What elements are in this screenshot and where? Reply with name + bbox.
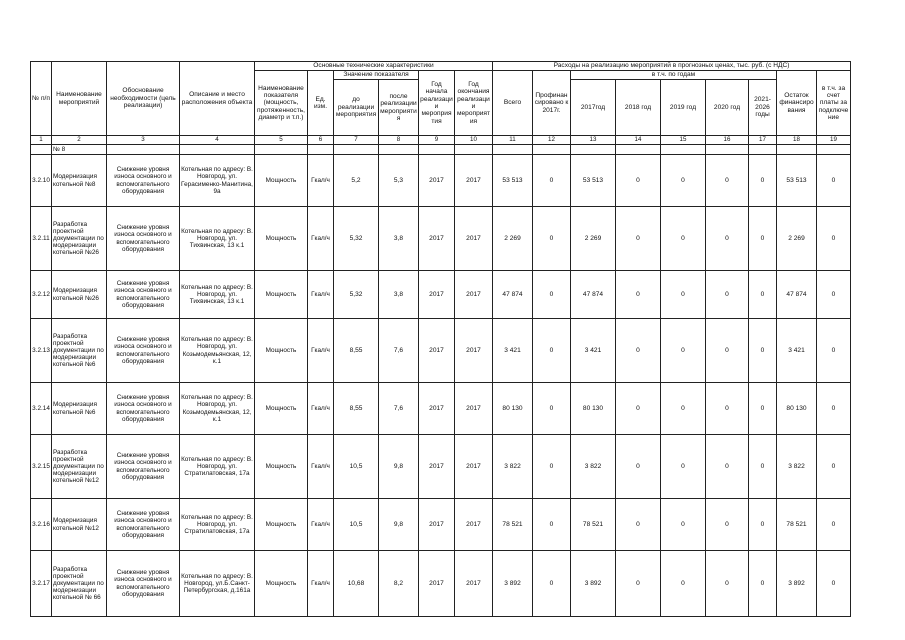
row-indicator: Мощность xyxy=(255,499,308,551)
row-name: Разработка проектной документации по модернизации котельной №26 xyxy=(52,207,107,271)
column-number: 12 xyxy=(533,136,571,145)
row-place: Котельная по адресу: В. Новгород, ул.Б.Санкт-Петербургская, д.161а xyxy=(180,551,255,617)
column-number: 7 xyxy=(334,136,379,145)
header-reason: Обоснование необходимости (цель реализации) xyxy=(107,62,180,136)
row-2018: 0 xyxy=(616,155,661,207)
row-2018: 0 xyxy=(616,435,661,499)
table-row xyxy=(31,435,851,499)
table-row xyxy=(31,155,851,207)
header-name: Наименование мероприятий xyxy=(52,62,107,136)
header-group-tech: Основные технические характеристики xyxy=(255,62,493,71)
row-2018: 0 xyxy=(616,383,661,435)
row-reason: Снижение уровня износа основного и вспомогательного оборудования xyxy=(107,499,180,551)
row-2021: 0 xyxy=(749,383,777,435)
header-2018: 2018 год xyxy=(616,80,661,136)
row-number: 3.2.12 xyxy=(31,271,52,319)
row-2021: 0 xyxy=(749,435,777,499)
header-after: после реализации мероприятия xyxy=(379,80,419,136)
document-sheet xyxy=(30,61,851,617)
row-reason: Снижение уровня износа основного и вспомогательного оборудования xyxy=(107,551,180,617)
row-2019: 0 xyxy=(661,551,706,617)
row-fee: 0 xyxy=(817,207,851,271)
column-number: 11 xyxy=(493,136,533,145)
row-end: 2017 xyxy=(455,551,493,617)
row-rest: 78 521 xyxy=(777,499,817,551)
row-2021: 0 xyxy=(749,271,777,319)
row-financed: 0 xyxy=(533,435,571,499)
column-number: 13 xyxy=(571,136,616,145)
row-fee: 0 xyxy=(817,551,851,617)
row-indicator: Мощность xyxy=(255,383,308,435)
row-indicator: Мощность xyxy=(255,271,308,319)
table-row xyxy=(31,207,851,271)
row-rest: 3 421 xyxy=(777,319,817,383)
row-indicator: Мощность xyxy=(255,435,308,499)
column-number-row xyxy=(31,136,851,145)
row-2019: 0 xyxy=(661,155,706,207)
row-2019: 0 xyxy=(661,271,706,319)
column-number: 4 xyxy=(180,136,255,145)
row-after: 5,3 xyxy=(379,155,419,207)
row-rest: 53 513 xyxy=(777,155,817,207)
row-2017: 3 892 xyxy=(571,551,616,617)
row-2019: 0 xyxy=(661,435,706,499)
row-start: 2017 xyxy=(419,155,455,207)
row-2020: 0 xyxy=(706,271,749,319)
row-financed: 0 xyxy=(533,383,571,435)
row-total: 3 421 xyxy=(493,319,533,383)
row-total: 3 892 xyxy=(493,551,533,617)
row-rest: 47 874 xyxy=(777,271,817,319)
table-row xyxy=(31,271,851,319)
column-number: 14 xyxy=(616,136,661,145)
row-2017: 78 521 xyxy=(571,499,616,551)
row-rest: 80 130 xyxy=(777,383,817,435)
row-end: 2017 xyxy=(455,155,493,207)
row-end: 2017 xyxy=(455,383,493,435)
row-number: 3.2.14 xyxy=(31,383,52,435)
row-after: 7,6 xyxy=(379,319,419,383)
column-number: 10 xyxy=(455,136,493,145)
row-start: 2017 xyxy=(419,383,455,435)
table-row xyxy=(31,499,851,551)
row-reason: Снижение уровня износа основного и вспомогательного оборудования xyxy=(107,319,180,383)
row-2020: 0 xyxy=(706,551,749,617)
column-number: 16 xyxy=(706,136,749,145)
row-before: 10,5 xyxy=(334,435,379,499)
row-indicator: Мощность xyxy=(255,207,308,271)
row-total: 78 521 xyxy=(493,499,533,551)
column-number: 6 xyxy=(308,136,334,145)
row-after: 9,8 xyxy=(379,435,419,499)
row-2021: 0 xyxy=(749,155,777,207)
column-number: 5 xyxy=(255,136,308,145)
row-start: 2017 xyxy=(419,551,455,617)
row-before: 5,32 xyxy=(334,271,379,319)
header-fee: в т.ч. за счет платы за подключение xyxy=(817,71,851,136)
header-unit: Ед. изм. xyxy=(308,71,334,136)
row-unit: Гкал/ч xyxy=(308,499,334,551)
partial-row xyxy=(31,145,851,155)
row-reason: Снижение уровня износа основного и вспомогательного оборудования xyxy=(107,207,180,271)
row-before: 10,68 xyxy=(334,551,379,617)
row-total: 47 874 xyxy=(493,271,533,319)
header-group-cost: Расходы на реализацию мероприятий в прогнозных ценах, тыс. руб. (с НДС) xyxy=(493,62,851,71)
row-end: 2017 xyxy=(455,435,493,499)
header-rest: Остаток финансирования xyxy=(777,71,817,136)
row-2017: 47 874 xyxy=(571,271,616,319)
row-start: 2017 xyxy=(419,435,455,499)
row-2017: 80 130 xyxy=(571,383,616,435)
header-2017: 2017год xyxy=(571,80,616,136)
header-group-years: в т.ч. по годам xyxy=(571,71,777,80)
row-before: 5,2 xyxy=(334,155,379,207)
column-number: 2 xyxy=(52,136,107,145)
row-total: 53 513 xyxy=(493,155,533,207)
row-before: 8,55 xyxy=(334,319,379,383)
row-reason: Снижение уровня износа основного и вспомогательного оборудования xyxy=(107,271,180,319)
row-number: 3.2.16 xyxy=(31,499,52,551)
row-end: 2017 xyxy=(455,319,493,383)
row-fee: 0 xyxy=(817,319,851,383)
header-start: Год начала реализации мероприятия xyxy=(419,71,455,136)
row-fee: 0 xyxy=(817,271,851,319)
row-unit: Гкал/ч xyxy=(308,207,334,271)
row-rest: 3 892 xyxy=(777,551,817,617)
row-unit: Гкал/ч xyxy=(308,155,334,207)
row-2020: 0 xyxy=(706,207,749,271)
row-place: Котельная по адресу: В. Новгород, ул. Стратилатовская, 17а xyxy=(180,499,255,551)
row-start: 2017 xyxy=(419,499,455,551)
row-number: 3.2.11 xyxy=(31,207,52,271)
row-number: 3.2.13 xyxy=(31,319,52,383)
row-end: 2017 xyxy=(455,271,493,319)
row-start: 2017 xyxy=(419,319,455,383)
column-number: 3 xyxy=(107,136,180,145)
row-2021: 0 xyxy=(749,551,777,617)
investment-table xyxy=(30,61,851,617)
row-financed: 0 xyxy=(533,207,571,271)
row-number: 3.2.15 xyxy=(31,435,52,499)
row-start: 2017 xyxy=(419,271,455,319)
row-after: 8,2 xyxy=(379,551,419,617)
row-indicator: Мощность xyxy=(255,551,308,617)
row-2017: 53 513 xyxy=(571,155,616,207)
row-end: 2017 xyxy=(455,499,493,551)
row-fee: 0 xyxy=(817,383,851,435)
row-financed: 0 xyxy=(533,499,571,551)
header-financed: Профинансировано к 2017г. xyxy=(533,71,571,136)
header-total: Всего xyxy=(493,71,533,136)
row-place: Котельная по адресу: В. Новгород, ул. Стратилатовская, 17а xyxy=(180,435,255,499)
row-reason: Снижение уровня износа основного и вспомогательного оборудования xyxy=(107,383,180,435)
row-after: 9,8 xyxy=(379,499,419,551)
row-unit: Гкал/ч xyxy=(308,551,334,617)
row-2021: 0 xyxy=(749,319,777,383)
row-2017: 2 269 xyxy=(571,207,616,271)
column-number: 19 xyxy=(817,136,851,145)
row-end: 2017 xyxy=(455,207,493,271)
header-group-value: Значение показателя xyxy=(334,71,419,80)
row-name: Разработка проектной документации по модернизации котельной №6 xyxy=(52,319,107,383)
row-2021: 0 xyxy=(749,207,777,271)
row-reason: Снижение уровня износа основного и вспомогательного оборудования xyxy=(107,435,180,499)
row-before: 8,55 xyxy=(334,383,379,435)
row-rest: 2 269 xyxy=(777,207,817,271)
row-fee: 0 xyxy=(817,155,851,207)
row-rest: 3 822 xyxy=(777,435,817,499)
row-name: Разработка проектной документации по модернизации котельной №12 xyxy=(52,435,107,499)
row-2018: 0 xyxy=(616,207,661,271)
row-fee: 0 xyxy=(817,499,851,551)
column-number: 18 xyxy=(777,136,817,145)
row-indicator: Мощность xyxy=(255,155,308,207)
row-unit: Гкал/ч xyxy=(308,319,334,383)
row-2017: 3 421 xyxy=(571,319,616,383)
row-2020: 0 xyxy=(706,435,749,499)
column-number: 8 xyxy=(379,136,419,145)
row-total: 80 130 xyxy=(493,383,533,435)
row-2017: 3 822 xyxy=(571,435,616,499)
row-start: 2017 xyxy=(419,207,455,271)
row-financed: 0 xyxy=(533,155,571,207)
header-before: до реализации мероприятия xyxy=(334,80,379,136)
table-row xyxy=(31,319,851,383)
row-2019: 0 xyxy=(661,207,706,271)
row-2019: 0 xyxy=(661,383,706,435)
row-indicator: Мощность xyxy=(255,319,308,383)
row-before: 5,32 xyxy=(334,207,379,271)
column-number: 17 xyxy=(749,136,777,145)
row-2018: 0 xyxy=(616,499,661,551)
header-2019: 2019 год xyxy=(661,80,706,136)
row-number: 3.2.17 xyxy=(31,551,52,617)
column-number: 1 xyxy=(31,136,52,145)
header-indicator: Наименование показателя (мощность, протяженность, диаметр и т.п.) xyxy=(255,71,308,136)
row-place: Котельная по адресу: В. Новгород, ул. Герасименко-Манитина, 9а xyxy=(180,155,255,207)
row-2018: 0 xyxy=(616,551,661,617)
table-row xyxy=(31,383,851,435)
row-place: Котельная по адресу: В. Новгород, ул. Тихвинская, 13 к.1 xyxy=(180,207,255,271)
row-after: 3,8 xyxy=(379,271,419,319)
row-financed: 0 xyxy=(533,271,571,319)
row-before: 10,5 xyxy=(334,499,379,551)
row-2020: 0 xyxy=(706,319,749,383)
row-unit: Гкал/ч xyxy=(308,435,334,499)
row-unit: Гкал/ч xyxy=(308,271,334,319)
row-name: Модернизация котельной №12 xyxy=(52,499,107,551)
row-financed: 0 xyxy=(533,551,571,617)
row-place: Котельная по адресу: В. Новгород, ул. Козьмодемьянская, 12, к.1 xyxy=(180,383,255,435)
partial-row-label: № 8 xyxy=(52,145,107,155)
row-place: Котельная по адресу: В. Новгород, ул. Тихвинская, 13 к.1 xyxy=(180,271,255,319)
row-place: Котельная по адресу: В. Новгород, ул. Козьмодемьянская, 12, к.1 xyxy=(180,319,255,383)
header-end: Год окончания реализации мероприятия xyxy=(455,71,493,136)
row-name: Разработка проектной документации по модернизации котельной № 66 xyxy=(52,551,107,617)
header-place: Описание и место расположения объекта xyxy=(180,62,255,136)
row-total: 2 269 xyxy=(493,207,533,271)
row-financed: 0 xyxy=(533,319,571,383)
row-2018: 0 xyxy=(616,271,661,319)
row-name: Модернизация котельной №6 xyxy=(52,383,107,435)
row-number: 3.2.10 xyxy=(31,155,52,207)
row-total: 3 822 xyxy=(493,435,533,499)
row-2018: 0 xyxy=(616,319,661,383)
row-2020: 0 xyxy=(706,499,749,551)
row-2020: 0 xyxy=(706,155,749,207)
row-after: 3,8 xyxy=(379,207,419,271)
row-2019: 0 xyxy=(661,499,706,551)
row-2019: 0 xyxy=(661,319,706,383)
row-unit: Гкал/ч xyxy=(308,383,334,435)
column-number: 9 xyxy=(419,136,455,145)
row-2020: 0 xyxy=(706,383,749,435)
column-number: 15 xyxy=(661,136,706,145)
row-2021: 0 xyxy=(749,499,777,551)
header-2020: 2020 год xyxy=(706,80,749,136)
row-fee: 0 xyxy=(817,435,851,499)
row-reason: Снижение уровня износа основного и вспомогательного оборудования xyxy=(107,155,180,207)
header-no: № п/п xyxy=(31,62,52,136)
table-row xyxy=(31,551,851,617)
row-after: 7,6 xyxy=(379,383,419,435)
header-2021: 2021-2026 годы xyxy=(749,80,777,136)
row-name: Модернизация котельной №26 xyxy=(52,271,107,319)
row-name: Модернизация котельной №8 xyxy=(52,155,107,207)
